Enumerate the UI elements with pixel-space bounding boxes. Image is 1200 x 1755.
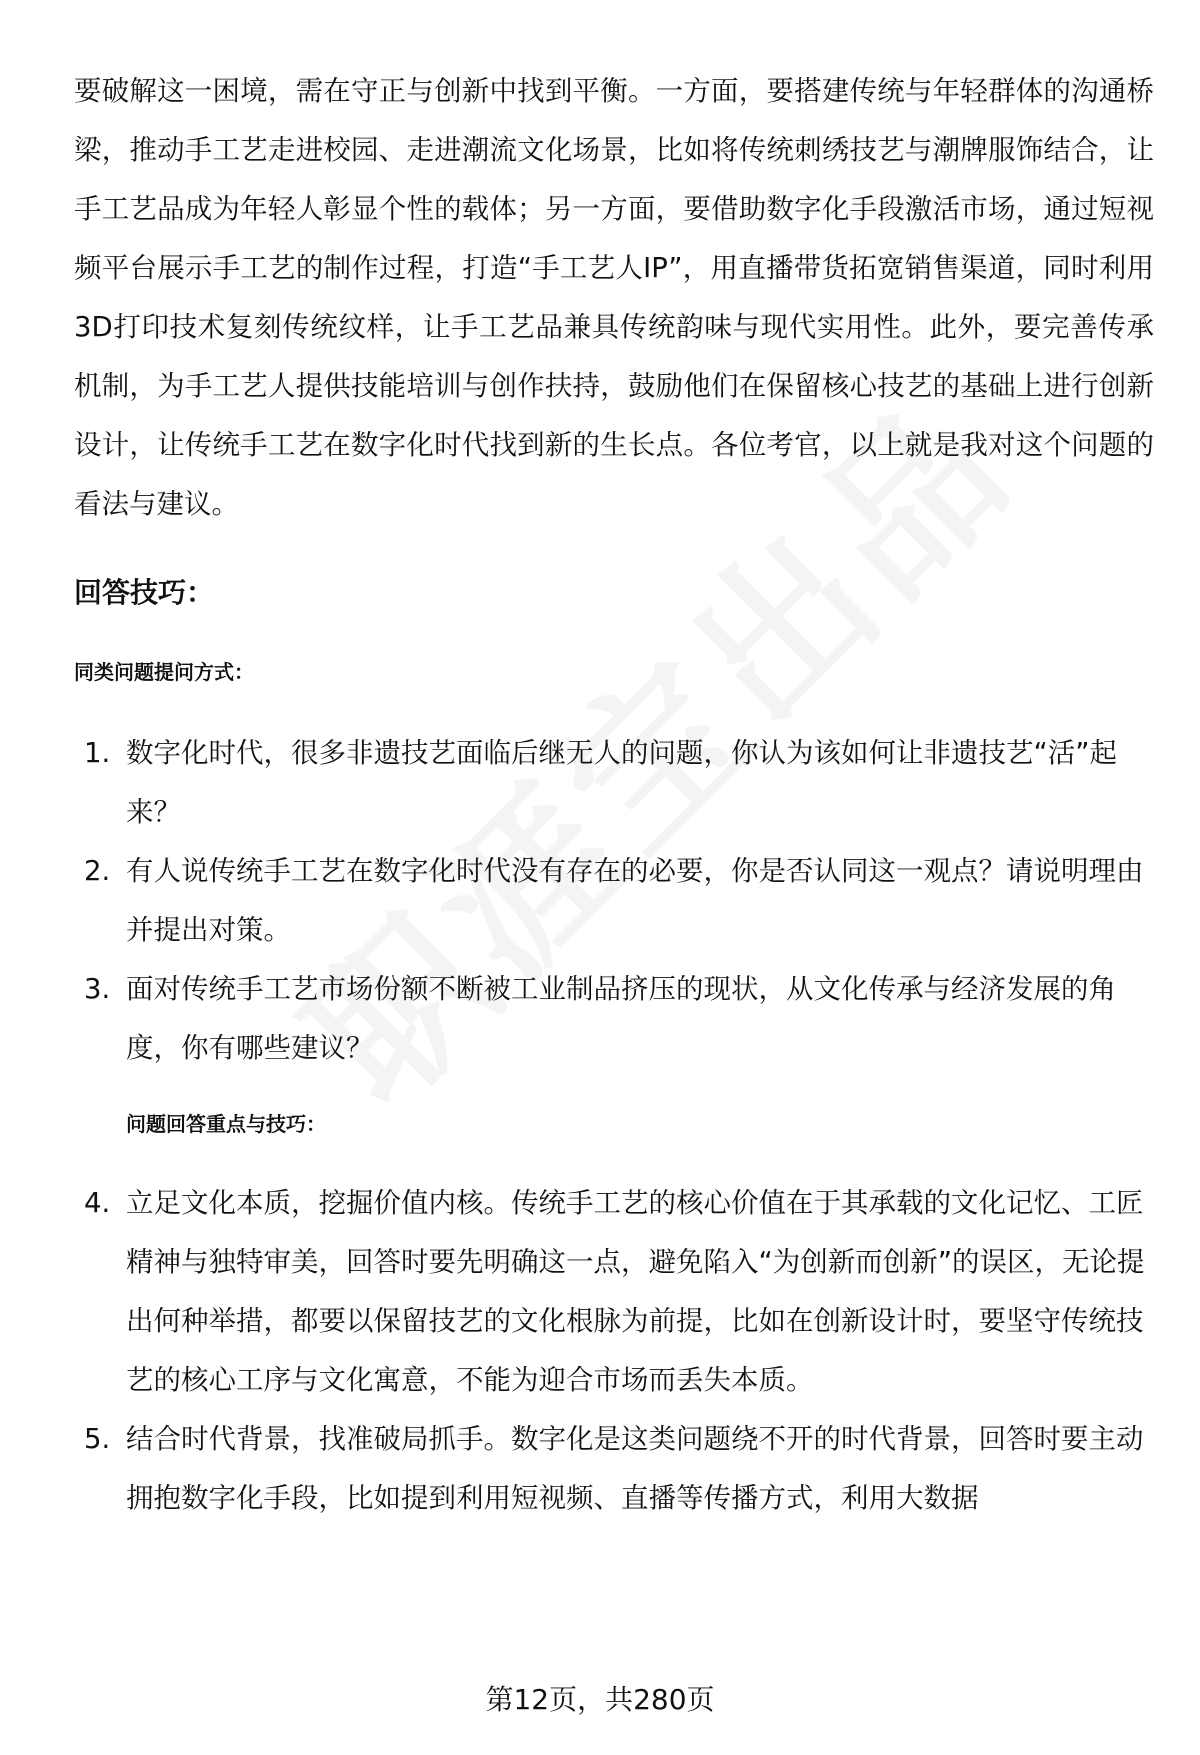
list-item-text: 数字化时代，很多非遗技艺面临后继无人的问题，你认为该如何让非遗技艺“活”起来？: [126, 737, 1117, 828]
list-item: [74, 960, 1154, 1078]
list-item-text: 面对传统手工艺市场份额不断被工业制品挤压的现状，从文化传承与经济发展的角度，你有哪些建议？: [126, 973, 1116, 1064]
list-item-text: 立足文化本质，挖掘价值内核。传统手工艺的核心价值在于其承载的文化记忆、工匠精神与独特审美，回答时要先明确这一点，避免陷入“为创新而创新”的误区，无论提出何种举措，都要以保留技艺的文化根脉为前提，比如在创新设计时，要坚守传统技艺的核心工序与文化寓意，不能为迎合市场而丢失本质。: [126, 1187, 1145, 1396]
list-item: [74, 724, 1154, 842]
key-points-heading: 问题回答重点与技巧：: [126, 1112, 326, 1136]
page-footer: 第12页，共280页: [485, 1683, 715, 1716]
list-item: [74, 842, 1154, 960]
list-item-text: 结合时代背景，找准破局抓手。数字化是这类问题绕不开的时代背景，回答时要主动拥抱数字化手段，比如提到利用短视频、直播等传播方式，利用大数据: [126, 1423, 1144, 1514]
similar-questions-list: [74, 724, 1154, 1078]
list-item: [74, 1174, 1154, 1410]
section-title: 回答技巧：: [74, 576, 215, 609]
list-number: 1.: [84, 737, 111, 769]
intro-paragraph: 要破解这一困境，需在守正与创新中找到平衡。一方面，要搭建传统与年轻群体的沟通桥梁，推动手工艺走进校园、走进潮流文化场景，比如将传统刺绣技艺与潮牌服饰结合，让手工艺品成为年轻人彰显个性的载体；另一方面，要借助数字化手段激活市场，通过短视频平台展示手工艺的制作过程，打造“手工艺人IP”，用直播带货拓宽销售渠道，同时利用3D打印技术复刻传统纹样，让手工艺品兼具传统韵味与现代实用性。此外，要完善传承机制，为手工艺人提供技能培训与创作扶持，鼓励他们在保留核心技艺的基础上进行创新设计，让传统手工艺在数字化时代找到新的生长点。各位考官，以上就是我对这个问题的看法与建议。: [74, 75, 1154, 520]
list-item-text: 有人说传统手工艺在数字化时代没有存在的必要，你是否认同这一观点？请说明理由并提出对策。: [126, 855, 1144, 946]
similar-questions-heading: 同类问题提问方式：: [74, 660, 254, 684]
list-number: 2.: [84, 855, 111, 887]
list-number: 3.: [84, 973, 111, 1005]
list-item: [74, 1410, 1154, 1528]
page-content: [74, 62, 1154, 1528]
list-number: 5.: [84, 1423, 111, 1455]
list-number: 4.: [84, 1187, 111, 1219]
key-points-list: [74, 1174, 1154, 1528]
